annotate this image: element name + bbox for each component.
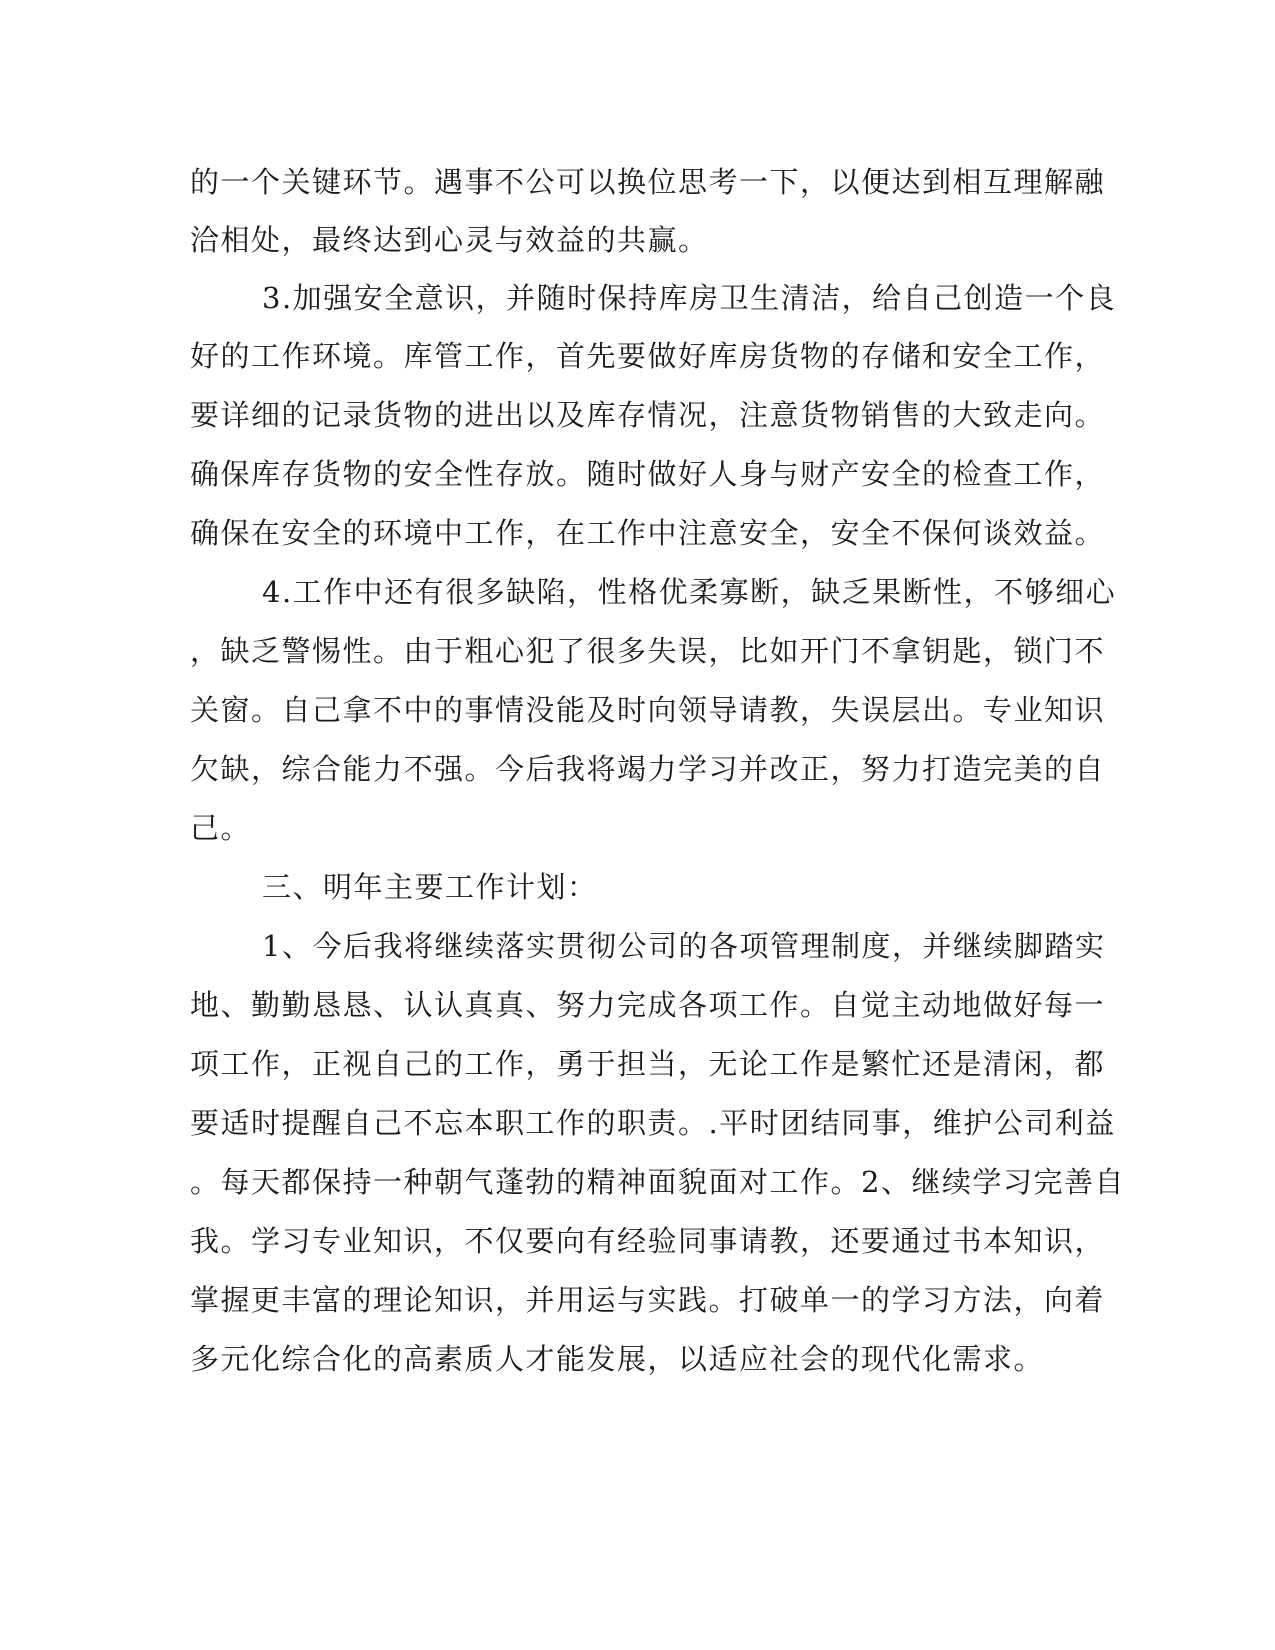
paragraph-4-heading-line: 4.工作中还有很多缺陷，性格优柔寡断，缺乏果断性，不够细心 (262, 575, 1117, 609)
text-line: 好的工作环境。库管工作，首先要做好库房货物的存储和安全工作， (190, 339, 1106, 373)
text-line: 我。学习专业知识，不仅要向有经验同事请教，还要通过书本知识， (190, 1224, 1106, 1258)
text-line: 洽相处，最终达到心灵与效益的共赢。 (190, 223, 709, 257)
text-line: 欠缺，综合能力不强。今后我将竭力学习并改正，努力打造完美的自 (190, 752, 1106, 786)
plan-item-1-line: 1、今后我将继续落实贯彻公司的各项管理制度，并继续脚踏实 (262, 929, 1106, 963)
text-line: 地、勤勤恳恳、认认真真、努力完成各项工作。自觉主动地做好每一 (190, 988, 1106, 1022)
text-line: 的一个关键环节。遇事不公可以换位思考一下，以便达到相互理解融 (190, 165, 1106, 199)
text-line: 多元化综合化的高素质人才能发展，以适应社会的现代化需求。 (190, 1342, 1045, 1376)
paragraph-3-heading-line: 3.加强安全意识，并随时保持库房卫生清洁，给自己创造一个良 (262, 281, 1117, 315)
text-line: 关窗。自己拿不中的事情没能及时向领导请教，失误层出。专业知识 (190, 693, 1106, 727)
text-line: 己。 (190, 811, 252, 845)
text-line: 。每天都保持一种朝气蓬勃的精神面貌面对工作。2、继续学习完善自 (190, 1165, 1125, 1199)
section-heading: 三、明年主要工作计划： (262, 870, 598, 904)
text-line: ，缺乏警惕性。由于粗心犯了很多失误，比如开门不拿钥匙，锁门不 (190, 634, 1106, 668)
text-line: 确保在安全的环境中工作，在工作中注意安全，安全不保何谈效益。 (190, 516, 1106, 550)
text-line: 确保库存货物的安全性存放。随时做好人身与财产安全的检查工作， (190, 457, 1106, 491)
text-line: 要适时提醒自己不忘本职工作的职责。.平时团结同事，维护公司利益 (190, 1106, 1116, 1140)
text-line: 项工作，正视自己的工作，勇于担当，无论工作是繁忙还是清闲，都 (190, 1047, 1106, 1081)
text-line: 要详细的记录货物的进出以及库存情况，注意货物销售的大致走向。 (190, 398, 1106, 432)
text-line: 掌握更丰富的理论知识，并用运与实践。打破单一的学习方法，向着 (190, 1283, 1106, 1317)
